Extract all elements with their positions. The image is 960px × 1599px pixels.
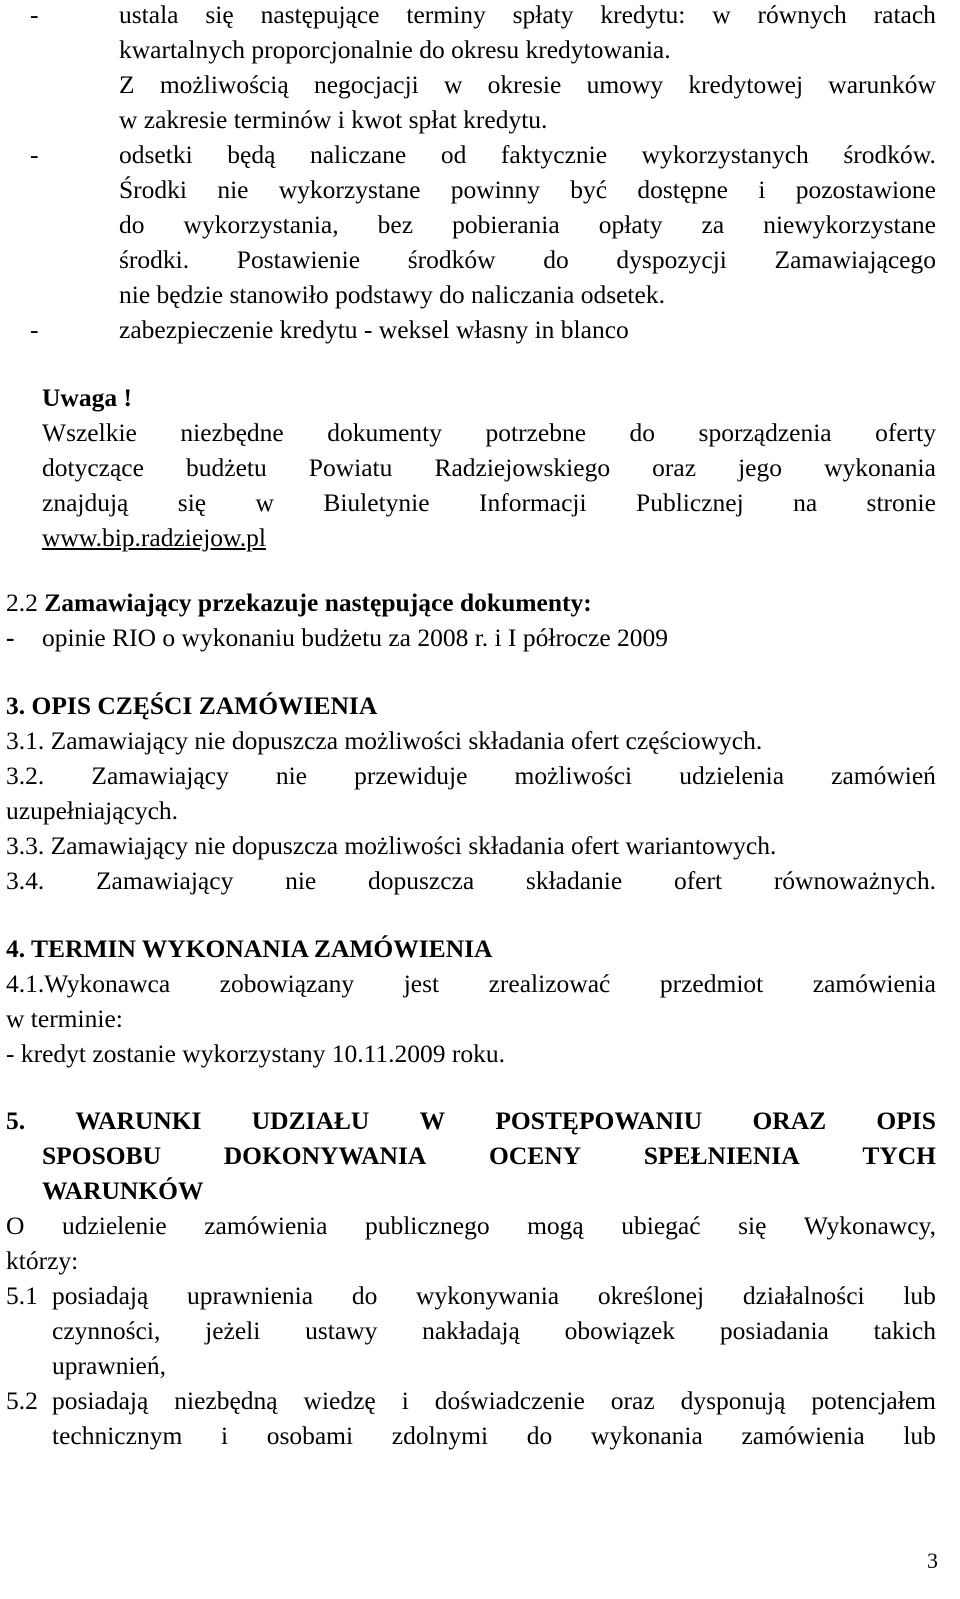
word: SPOSOBU xyxy=(42,1141,162,1170)
word: równych xyxy=(757,0,847,29)
word: zobowiązany xyxy=(219,969,355,998)
credit-term-2-line-4 xyxy=(119,247,936,273)
word: w xyxy=(255,488,274,517)
word: nie xyxy=(275,761,307,790)
section-3-heading: 3. OPIS CZĘŚCI ZAMÓWIENIA xyxy=(6,691,378,720)
list-dash: - xyxy=(6,623,15,652)
word: na xyxy=(793,488,818,517)
section-3-2-line-2: uzupełniających. xyxy=(6,796,179,825)
word: sporządzenia xyxy=(698,418,832,447)
section-5-1-line-2 xyxy=(52,1318,936,1344)
credit-term-3-line-1: zabezpieczenie kredytu - weksel własny in blanco xyxy=(119,315,629,344)
list-dash: - xyxy=(30,140,39,169)
section-5-2-number: 5.2 xyxy=(6,1386,38,1415)
section-5-2-line-2 xyxy=(52,1423,936,1449)
word: UDZIAŁU xyxy=(251,1106,370,1135)
word: posiadają xyxy=(52,1386,149,1415)
word: do xyxy=(629,418,656,447)
word: zamówień xyxy=(831,761,936,790)
word: 5. xyxy=(6,1106,26,1135)
word: ustawy xyxy=(305,1316,378,1345)
word: do xyxy=(526,1421,553,1450)
word: bez xyxy=(377,210,414,239)
word: czynności, xyxy=(52,1316,161,1345)
word: umowy xyxy=(586,70,664,99)
section-5-heading-line-1 xyxy=(6,1108,936,1134)
word: być xyxy=(570,175,608,204)
word: 3.4. xyxy=(6,866,45,895)
word: jest xyxy=(403,969,440,998)
credit-term-1-line-4: w zakresie terminów i kwot spłat kredytu. xyxy=(119,105,548,134)
word: spłaty xyxy=(512,0,574,29)
word: Zamawiający xyxy=(91,761,229,790)
section-5-2-line-1 xyxy=(52,1388,936,1414)
word: okresie xyxy=(487,70,562,99)
word: przewiduje xyxy=(354,761,468,790)
word: takich xyxy=(873,1316,936,1345)
word: zamówienia xyxy=(812,969,936,998)
word: określonej xyxy=(597,1281,705,1310)
section-5-heading-line-2 xyxy=(42,1143,936,1169)
section-3-1: 3.1. Zamawiający nie dopuszcza możliwości składania ofert częściowych. xyxy=(6,726,763,755)
word: posiadania xyxy=(719,1316,829,1345)
word: potrzebne xyxy=(485,418,587,447)
word: stronie xyxy=(866,488,936,517)
credit-term-1-line-1 xyxy=(119,2,936,28)
section-5-intro-line-2: którzy: xyxy=(6,1246,79,1275)
word: będą xyxy=(227,140,276,169)
word: ORAZ xyxy=(752,1106,827,1135)
note-line-2 xyxy=(42,455,936,481)
word: nie xyxy=(285,866,317,895)
section-2-2-title: Zamawiający przekazuje następujące dokumenty: xyxy=(44,588,592,617)
word: Wykonawcy, xyxy=(803,1211,936,1240)
word: ratach xyxy=(873,0,936,29)
word: powinny xyxy=(450,175,540,204)
word: składanie xyxy=(525,866,623,895)
word: wykorzystane xyxy=(278,175,421,204)
note-line-1 xyxy=(42,420,936,446)
word: odsetki xyxy=(119,140,193,169)
word: udzielenia xyxy=(679,761,785,790)
credit-term-1-line-2: kwartalnych proporcjonalnie do okresu kredytowania. xyxy=(119,35,671,64)
word: możliwością xyxy=(159,70,289,99)
word: dopuszcza xyxy=(367,866,475,895)
word: potencjałem xyxy=(811,1386,936,1415)
word: WARUNKI xyxy=(75,1106,202,1135)
word: doświadczenie xyxy=(434,1386,585,1415)
section-2-2-item: opinie RIO o wykonaniu budżetu za 2008 r. i I półrocze 2009 xyxy=(42,623,669,652)
word: udzielenie xyxy=(61,1211,167,1240)
list-dash: - xyxy=(30,315,39,344)
word: warunków xyxy=(828,70,936,99)
section-3-3: 3.3. Zamawiający nie dopuszcza możliwości składania ofert wariantowych. xyxy=(6,831,777,860)
word: zrealizować xyxy=(488,969,611,998)
word: O xyxy=(6,1211,25,1240)
section-4-1-line-1 xyxy=(6,971,936,997)
word: uprawnienia xyxy=(187,1281,314,1310)
word: ofert xyxy=(673,866,723,895)
word: Biuletynie xyxy=(323,488,430,517)
word: dokumenty xyxy=(327,418,442,447)
word: się xyxy=(205,0,234,29)
word: terminy xyxy=(406,0,486,29)
word: pozostawione xyxy=(795,175,936,204)
note-line-3 xyxy=(42,490,936,516)
word: niezbędną xyxy=(174,1386,278,1415)
word: SPEŁNIENIA xyxy=(643,1141,800,1170)
word: do xyxy=(543,245,569,274)
word: 4.1.Wykonawca xyxy=(6,969,171,998)
word: posiadają xyxy=(52,1281,149,1310)
word: Zamawiający xyxy=(95,866,234,895)
word: i xyxy=(758,175,766,204)
word: przedmiot xyxy=(659,969,764,998)
word: nakładają xyxy=(422,1316,520,1345)
credit-term-2-line-5: nie będzie stanowiło podstawy do naliczania odsetek. xyxy=(119,280,665,309)
word: Powiatu xyxy=(308,453,393,482)
list-dash: - xyxy=(30,0,39,29)
word: Postawienie xyxy=(236,245,361,274)
word: OPIS xyxy=(876,1106,936,1135)
word: wykonania xyxy=(590,1421,703,1450)
credit-term-2-line-2 xyxy=(119,177,936,203)
word: za xyxy=(701,210,725,239)
credit-term-2-line-1 xyxy=(119,142,936,168)
word: 3.2. xyxy=(6,761,45,790)
word: POSTĘPOWANIU xyxy=(495,1106,703,1135)
word: zamówienia xyxy=(204,1211,328,1240)
word: jego xyxy=(738,453,782,482)
word: Publicznej xyxy=(636,488,744,517)
word: i xyxy=(401,1386,409,1415)
section-5-1-number: 5.1 xyxy=(6,1281,38,1310)
word: oraz xyxy=(652,453,697,482)
word: do xyxy=(119,210,145,239)
credit-term-2-line-3 xyxy=(119,212,936,238)
page-number: 3 xyxy=(927,1548,938,1573)
word: oferty xyxy=(875,418,936,447)
word: środków xyxy=(407,245,496,274)
word: Zamawiającego xyxy=(774,245,936,274)
word: dyspozycji xyxy=(616,245,727,274)
word: następujące xyxy=(260,0,380,29)
word: jeżeli xyxy=(205,1316,261,1345)
word: równoważnych. xyxy=(773,866,936,895)
word: technicznym xyxy=(52,1421,183,1450)
word: publicznego xyxy=(364,1211,490,1240)
word: ubiegać xyxy=(621,1211,701,1240)
word: kredytowej xyxy=(688,70,804,99)
word: się xyxy=(177,488,207,517)
word: dotyczące xyxy=(42,453,144,482)
word: opłaty xyxy=(598,210,663,239)
word: i xyxy=(220,1421,229,1450)
section-2-2-number: 2.2 xyxy=(6,588,38,617)
word: dysponują xyxy=(680,1386,786,1415)
section-3-4 xyxy=(6,868,936,894)
word: wykonania xyxy=(824,453,936,482)
credit-term-1-line-3 xyxy=(119,72,936,98)
word: wykorzystania, xyxy=(183,210,339,239)
word: się xyxy=(738,1211,767,1240)
word: wykorzystanych xyxy=(641,140,809,169)
word: lub xyxy=(903,1421,936,1450)
word: lub xyxy=(903,1281,936,1310)
section-5-heading-line-3: WARUNKÓW xyxy=(42,1176,204,1205)
section-2-2-heading xyxy=(6,590,592,616)
word: wiedzę xyxy=(303,1386,376,1415)
word: dostępne xyxy=(637,175,729,204)
word: zdolnymi xyxy=(391,1421,489,1450)
word: środków. xyxy=(843,140,936,169)
word: budżetu xyxy=(186,453,267,482)
word: OCENY xyxy=(488,1141,582,1170)
bip-link[interactable]: www.bip.radziejow.pl xyxy=(42,523,267,552)
word: naliczane xyxy=(309,140,407,169)
section-4-heading: 4. TERMIN WYKONANIA ZAMÓWIENIA xyxy=(6,934,493,963)
word: mogą xyxy=(527,1211,584,1240)
note-heading: Uwaga ! xyxy=(42,383,132,412)
word: faktycznie xyxy=(500,140,608,169)
section-3-2-line-1 xyxy=(6,763,936,789)
word: W xyxy=(419,1106,446,1135)
word: Z xyxy=(119,70,135,99)
word: Informacji xyxy=(478,488,587,517)
word: do xyxy=(351,1281,378,1310)
word: zamówienia xyxy=(741,1421,865,1450)
word: negocjacji xyxy=(313,70,419,99)
word: możliwości xyxy=(514,761,633,790)
word: pobierania xyxy=(452,210,560,239)
section-5-1-line-1 xyxy=(52,1283,936,1309)
section-5-intro-line-1 xyxy=(6,1213,936,1239)
section-5-1-line-3: uprawnień, xyxy=(52,1351,167,1380)
section-4-1-line-2: w terminie: xyxy=(6,1004,123,1033)
word: działalności xyxy=(742,1281,865,1310)
word: od xyxy=(440,140,467,169)
word: Wszelkie xyxy=(42,418,137,447)
word: oraz xyxy=(610,1386,655,1415)
word: DOKONYWANIA xyxy=(223,1141,427,1170)
word: środki. xyxy=(119,245,190,274)
word: niewykorzystane xyxy=(763,210,936,239)
word: nie xyxy=(217,175,249,204)
word: Środki xyxy=(119,175,188,204)
word: w xyxy=(712,0,731,29)
word: w xyxy=(444,70,463,99)
word: wykonywania xyxy=(416,1281,560,1310)
word: Radziejowskiego xyxy=(434,453,611,482)
word: TYCH xyxy=(862,1141,936,1170)
word: znajdują xyxy=(42,488,129,517)
word: osobami xyxy=(266,1421,354,1450)
word: obowiązek xyxy=(564,1316,676,1345)
word: ustala xyxy=(119,0,179,29)
word: niezbędne xyxy=(180,418,284,447)
word: kredytu: xyxy=(600,0,686,29)
section-4-2: - kredyt zostanie wykorzystany 10.11.2009 roku. xyxy=(6,1039,506,1068)
